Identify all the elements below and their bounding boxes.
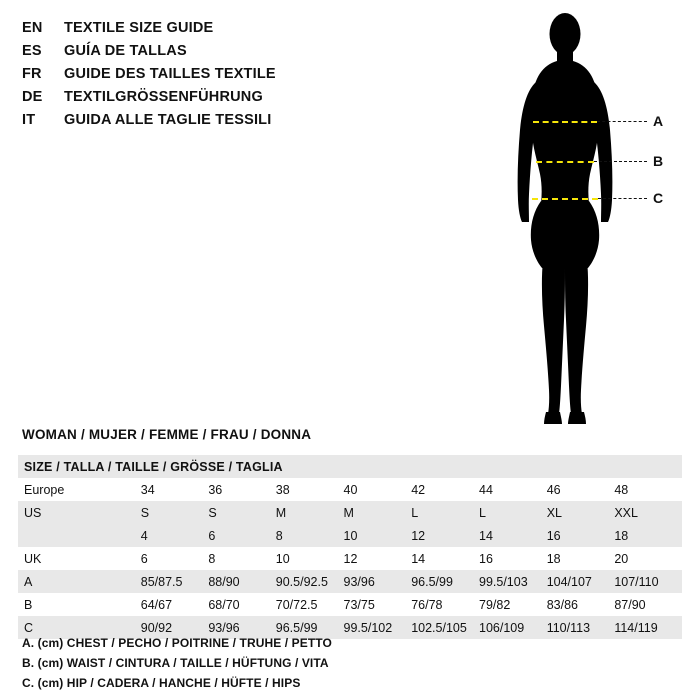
table-cell: 90/92	[140, 620, 173, 635]
table-cell: 83/86	[546, 597, 578, 612]
table-cell: 40	[343, 482, 358, 497]
row-label: Europe	[24, 482, 65, 497]
table-cell: 99.5/102	[343, 620, 393, 635]
table-cell: 96.5/99	[275, 620, 318, 635]
row-label: UK	[24, 551, 42, 566]
table-cell: XL	[546, 505, 562, 520]
measure-label-c: C	[653, 190, 664, 206]
language-row-en	[22, 20, 352, 41]
chest-lead-line	[597, 121, 647, 122]
language-code: EN	[22, 20, 43, 36]
language-title: TEXTILE SIZE GUIDE	[64, 20, 214, 36]
measure-label-a: A	[653, 113, 664, 129]
table-cell: M	[343, 505, 354, 520]
table-cell: 16	[479, 551, 493, 566]
table-row	[18, 570, 682, 593]
table-row	[18, 524, 682, 547]
row-label	[18, 524, 141, 547]
table-cell: M	[275, 505, 287, 520]
table-cell: 73/75	[343, 597, 375, 612]
table-cell: 64/67	[140, 597, 173, 612]
table-cell: 114/119	[614, 620, 658, 635]
table-cell: 16	[546, 528, 561, 543]
table-cell: 48	[614, 482, 629, 497]
language-title: GUIDA ALLE TAGLIE TESSILI	[64, 112, 272, 128]
language-title: TEXTILGRÖSSENFÜHRUNG	[64, 89, 263, 105]
legend-row-hip: C. (cm) HIP / CADERA / HANCHE / HÜFTE / HIPS	[22, 676, 301, 690]
waist-lead-line	[594, 161, 647, 162]
table-cell: 10	[275, 551, 290, 566]
table-cell: 44	[479, 482, 493, 497]
table-cell: 46	[546, 482, 561, 497]
legend-block	[22, 636, 622, 696]
language-title: GUÍA DE TALLAS	[64, 43, 187, 59]
table-cell: 93/96	[343, 574, 375, 589]
table-cell: 102.5/105	[411, 620, 467, 635]
table-cell: 14	[479, 528, 493, 543]
table-cell: 96.5/99	[411, 574, 453, 589]
size-table	[18, 455, 682, 639]
row-label: A	[24, 574, 33, 589]
table-cell: 18	[614, 528, 629, 543]
table-cell: 12	[343, 551, 358, 566]
table-cell: 18	[546, 551, 561, 566]
table-cell: 36	[208, 482, 223, 497]
table-cell: 90.5/92.5	[275, 574, 328, 589]
table-cell: 104/107	[546, 574, 592, 589]
table-cell: 106/109	[479, 620, 525, 635]
table-row	[18, 478, 682, 501]
language-code: DE	[22, 89, 43, 105]
table-cell: L	[479, 505, 486, 520]
table-cell: 99.5/103	[479, 574, 528, 589]
table-cell: 85/87.5	[140, 574, 183, 589]
table-row	[18, 501, 682, 524]
table-row	[18, 547, 682, 570]
table-cell: 93/96	[208, 620, 240, 635]
language-row-it	[22, 112, 352, 133]
table-header-label: SIZE / TALLA / TAILLE / GRÖSSE / TAGLIA	[24, 459, 283, 474]
row-label: B	[24, 597, 33, 612]
table-cell: L	[411, 505, 419, 520]
language-code: FR	[22, 66, 42, 82]
table-cell: 8	[275, 528, 283, 543]
table-caption: WOMAN / MUJER / FEMME / FRAU / DONNA	[22, 427, 312, 442]
table-cell: 76/78	[411, 597, 443, 612]
table-cell: S	[208, 505, 217, 520]
table-cell: 6	[208, 528, 216, 543]
measure-label-b: B	[653, 153, 664, 169]
language-row-de	[22, 89, 352, 110]
language-row-es	[22, 43, 352, 64]
figure-area	[480, 8, 695, 433]
table-cell: 70/72.5	[275, 597, 318, 612]
table-cell: 110/113	[546, 620, 591, 635]
language-title-block	[22, 20, 352, 135]
table-cell: 10	[343, 528, 358, 543]
legend-row-chest: A. (cm) CHEST / PECHO / POITRINE / TRUHE / PETTO	[22, 636, 332, 650]
table-cell: 14	[411, 551, 426, 566]
table-cell: 4	[140, 528, 148, 543]
table-cell: 68/70	[208, 597, 240, 612]
chest-measure-line	[533, 121, 597, 123]
row-label: C	[24, 620, 34, 635]
table-cell: 6	[140, 551, 148, 566]
table-cell: 87/90	[614, 597, 646, 612]
table-cell: 79/82	[479, 597, 511, 612]
language-row-fr	[22, 66, 352, 87]
row-label: US	[24, 505, 42, 520]
table-cell: 12	[411, 528, 426, 543]
table-cell: 88/90	[208, 574, 240, 589]
table-cell: 20	[614, 551, 629, 566]
table-header-row	[18, 455, 682, 478]
table-cell: XXL	[614, 505, 638, 520]
table-cell: 34	[140, 482, 155, 497]
table-row	[18, 593, 682, 616]
legend-row-waist: B. (cm) WAIST / CINTURA / TAILLE / HÜFTUNG / VITA	[22, 656, 329, 670]
table-cell: S	[140, 505, 150, 520]
language-code: IT	[22, 112, 36, 128]
waist-measure-line	[536, 161, 594, 163]
table-cell: 8	[208, 551, 216, 566]
table-cell: 42	[411, 482, 426, 497]
table-cell: 107/110	[614, 574, 659, 589]
female-body-silhouette-icon	[480, 8, 695, 433]
table-cell: 38	[275, 482, 290, 497]
language-code: ES	[22, 43, 42, 59]
hip-lead-line	[598, 198, 647, 199]
hip-measure-line	[532, 198, 598, 200]
language-title: GUIDE DES TAILLES TEXTILE	[64, 66, 276, 82]
